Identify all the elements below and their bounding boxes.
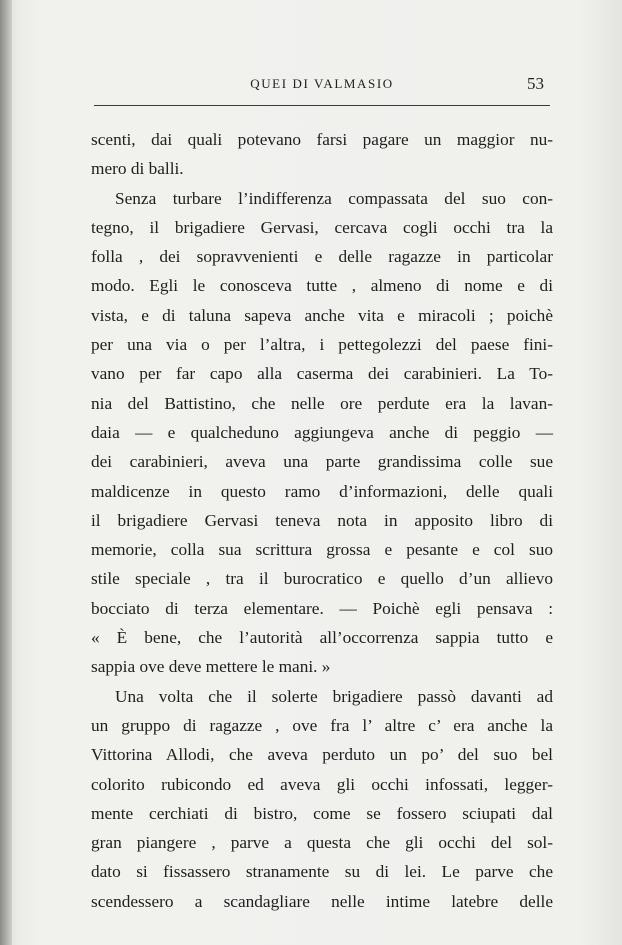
text-line: Senza turbare l’indifferenza compassata del suo con- (115, 188, 553, 208)
text-line: folla , dei sopravvenienti e delle ragazze in particolar (91, 247, 553, 267)
text-line: vano per far capo alla caserma dei carabinieri. La To- (91, 364, 553, 384)
header-rule (94, 105, 550, 106)
text-line: colorito rubicondo ed aveva gli occhi infossati, legger- (91, 774, 553, 794)
text-line: per una via o per l’altra, i pettegolezzi del paese fini- (91, 335, 553, 355)
text-line: sappia ove deve mettere le mani. » (91, 657, 331, 677)
text-line: gran piangere , parve a questa che gli occhi del sol- (91, 833, 553, 853)
page-gutter-shadow (0, 0, 12, 945)
page-number: 53 (527, 74, 544, 93)
text-line: bocciato di terza elementare. — Poichè egli pensava : (91, 598, 553, 618)
running-title: QUEI DI VALMASIO (250, 76, 394, 91)
text-line: daia — e qualcheduno aggiungeva anche di peggio — (91, 422, 553, 442)
text-line: mero di balli. (91, 159, 184, 179)
text-line: dato si fissassero stranamente su di lei. Le parve che (91, 862, 553, 882)
body-text (91, 125, 553, 916)
text-line: « È bene, che l’autorità all’occorrenza sappia tutto e (91, 628, 553, 648)
text-line: Una volta che il solerte brigadiere passò davanti ad (115, 686, 553, 706)
text-line: maldicenze in questo ramo d’informazioni, delle quali (91, 481, 553, 501)
text-line: un gruppo di ragazze , ove fra l’ altre c’ era anche la (91, 715, 553, 735)
text-line: tegno, il brigadiere Gervasi, cercava cogli occhi tra la (91, 217, 553, 237)
text-line: modo. Egli le conosceva tutte , almeno di nome e di (91, 276, 553, 296)
page-header (94, 70, 550, 100)
text-line: il brigadiere Gervasi teneva nota in apposito libro di (91, 510, 553, 530)
text-line: scenti, dai quali potevano farsi pagare un maggior nu- (91, 130, 553, 149)
text-line: memorie, colla sua scrittura grossa e pesante e col suo (91, 540, 553, 560)
text-line: stile speciale , tra il burocratico e quello d’un allievo (91, 569, 553, 589)
text-line: dei carabinieri, aveva una parte grandissima colle sue (91, 452, 553, 472)
text-line: Vittorina Allodi, che aveva perduto un po’ del suo bel (91, 745, 553, 765)
text-line: mente cerchiati di bistro, come se fossero sciupati dal (91, 803, 553, 823)
text-line: nia del Battistino, che nelle ore perdute era la lavan- (91, 393, 553, 413)
text-line: vista, e di taluna sapeva anche vita e miracoli ; poichè (91, 305, 553, 325)
text-line: scendessero a scandagliare nelle intime latebre delle (91, 891, 553, 911)
